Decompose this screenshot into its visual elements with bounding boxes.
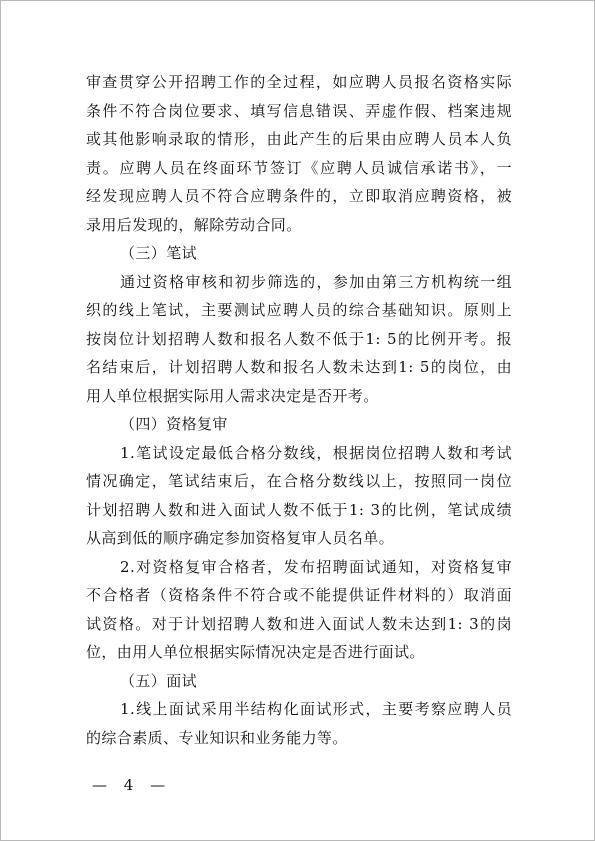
- paragraph-line: 经发现应聘人员不符合应聘条件的，立即取消应聘资格，被: [86, 187, 512, 205]
- section-heading-written-exam: （三）笔试: [120, 244, 198, 262]
- paragraph-line: 的综合素质、专业知识和业务能力等。: [86, 728, 348, 747]
- section-heading-qualification-review: （四）资格复审: [120, 415, 228, 433]
- paragraph-line: 条件不符合岗位要求、填写信息错误、弄虚作假、档案违规: [86, 101, 512, 120]
- paragraph-line: 2.对资格复审合格者，发布招聘面试通知，对资格复审: [120, 557, 512, 576]
- paragraph-line: 试资格。对于计划招聘人数和进入面试人数未达到1: 3的岗: [86, 614, 512, 633]
- document-body: [86, 68, 512, 752]
- paragraph-line: 位，由用人单位根据实际情况决定是否进行面试。: [86, 643, 425, 661]
- paragraph-line: 录用后发现的，解除劳动合同。: [86, 215, 302, 234]
- paragraph-line: 织的线上笔试，主要测试应聘人员的综合基础知识。原则上: [86, 301, 512, 319]
- paragraph-line: 1.笔试设定最低合格分数线，根据岗位招聘人数和考试: [120, 443, 512, 462]
- paragraph-line: 从高到低的顺序确定参加资格复审人员名单。: [86, 529, 395, 547]
- paragraph-line: 1.线上面试采用半结构化面试形式，主要考察应聘人员: [120, 700, 512, 718]
- paragraph-line: 用人单位根据实际用人需求决定是否开考。: [86, 386, 379, 405]
- section-heading-interview: （五）面试: [120, 671, 198, 690]
- paragraph-line: 按岗位计划招聘人数和报名人数不低于1: 5的比例开考。报: [86, 329, 512, 348]
- paragraph-line: 不合格者（资格条件不符合或不能提供证件材料的）取消面: [86, 586, 512, 604]
- page-number: — 4 —: [92, 776, 172, 794]
- paragraph-line: 或其他影响录取的情形，由此产生的后果由应聘人员本人负: [86, 130, 512, 148]
- paragraph-line: 名结束后，计划招聘人数和报名人数未达到1: 5的岗位，由: [86, 358, 512, 376]
- paragraph-line: 责。应聘人员在终面环节签订《应聘人员诚信承诺书》，一: [86, 158, 512, 177]
- paragraph-line: 通过资格审核和初步筛选的，参加由第三方机构统一组: [120, 272, 512, 291]
- paragraph-line: 情况确定，笔试结束后，在合格分数线以上，按照同一岗位: [86, 472, 512, 490]
- paragraph-line: 计划招聘人数和进入面试人数不低于1: 3的比例，笔试成绩: [86, 500, 512, 519]
- paragraph-line: 审查贯穿公开招聘工作的全过程，如应聘人员报名资格实际: [86, 73, 512, 91]
